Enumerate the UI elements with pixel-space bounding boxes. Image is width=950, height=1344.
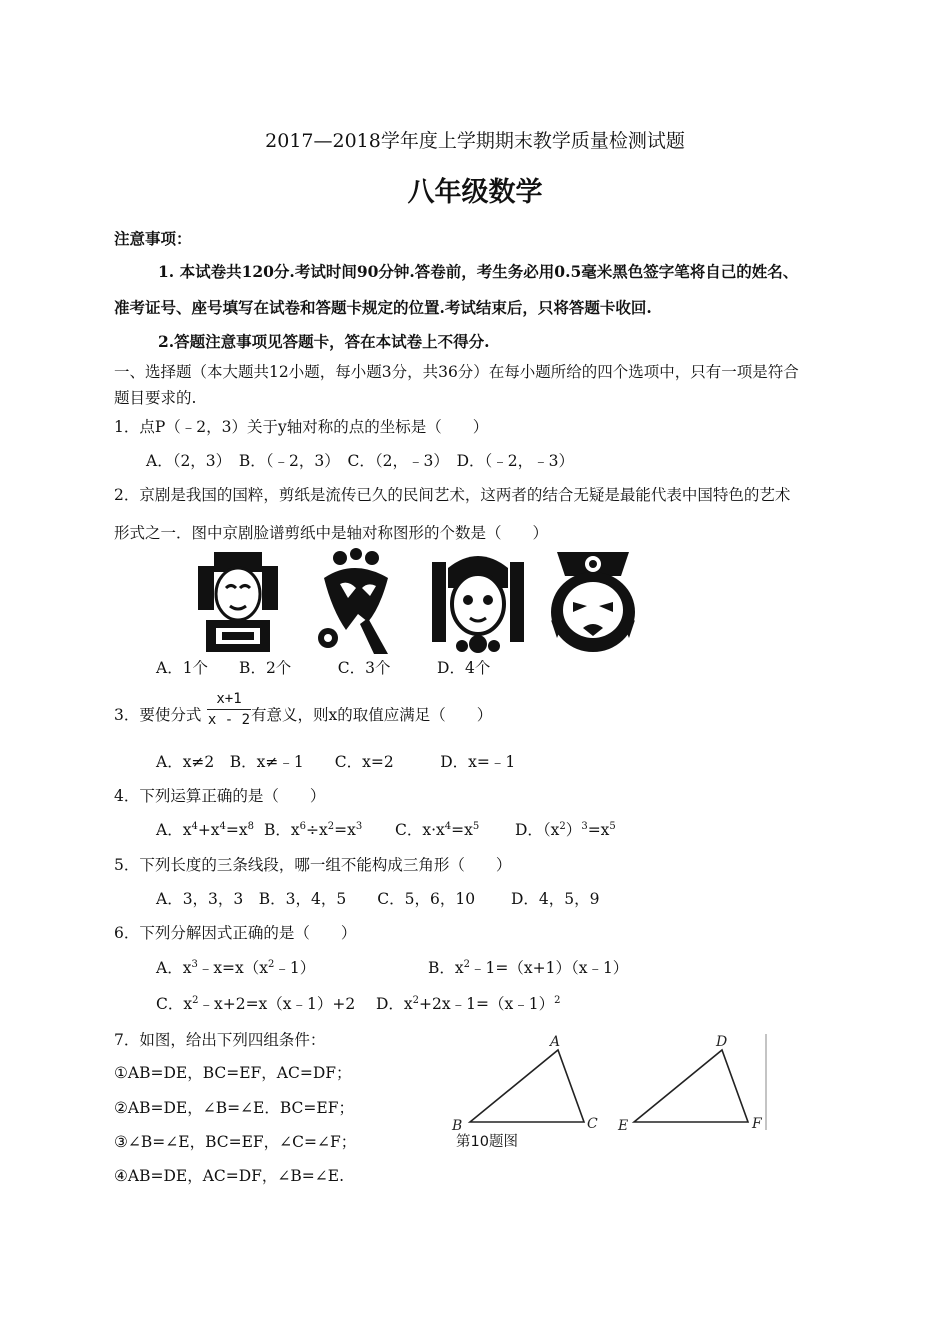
- notice-item1-line1: 1. 本试卷共120分.考试时间90分钟.答卷前，考生务必用0.5毫米黑色签字笔将自己的姓名、: [158, 262, 799, 281]
- q3-stem-before: 3．要使分式: [114, 706, 202, 724]
- q5-options: A．3，3，3 B．3，4，5 C．5，6，10 D．4，5，9: [156, 890, 600, 908]
- q6-stem: 6．下列分解因式正确的是（ ）: [114, 924, 357, 942]
- q4-option-c: C．$x\cdot x^4=x^5$: [395, 821, 480, 839]
- q6-option-a: A．$x^3﹣x=x(x^2﹣1)$: [156, 959, 316, 977]
- opera-mask-image-2: [310, 548, 402, 656]
- label-e: E: [618, 1118, 629, 1134]
- subject-title: 八年级数学: [407, 177, 543, 208]
- q3-fraction-bar: [207, 709, 251, 710]
- q6-option-c: C．$x^2﹣x+2=x(x﹣1)+2$: [156, 995, 356, 1013]
- label-c: C: [587, 1116, 598, 1132]
- q6-option-d: D．$x^2+2x﹣1=(x﹣1)^2$: [376, 995, 561, 1013]
- q4-option-d: D．$(x^2)^3=x^5$: [515, 821, 616, 839]
- q7-condition-2: ②AB=DE，∠B=∠E．BC=EF；: [114, 1099, 354, 1117]
- section1-intro-line2: 题目要求的.: [114, 389, 197, 407]
- label-f: F: [752, 1116, 762, 1132]
- q5-stem: 5．下列长度的三条线段，哪一组不能构成三角形（ ）: [114, 856, 512, 874]
- figure-caption: 第10题图: [456, 1134, 518, 1150]
- q2-stem-line1: 2．京剧是我国的国粹，剪纸是流传已久的民间艺术，这两者的结合无疑是最能代表中国特色的艺术: [114, 486, 791, 504]
- section1-intro-line1: 一、选择题（本大题共12小题，每小题3分，共36分）在每小题所给的四个选项中，只有一项是符合: [114, 363, 799, 381]
- q7-condition-1: ①AB=DE，BC=EF，AC=DF；: [114, 1064, 352, 1082]
- notice-item1-line2: 准考证号、座号填写在试卷和答题卡规定的位置.考试结束后，只将答题卡收回.: [114, 298, 652, 317]
- q7-condition-4: ④AB=DE，AC=DF，∠B=∠E.: [114, 1167, 345, 1185]
- q1-options: A．（2，3） B．（﹣2，3） C．（2，﹣3） D．（﹣2，﹣3）: [146, 452, 575, 470]
- q4-option-a: A．$x^4+x^4=x^8$: [156, 821, 255, 839]
- q6-option-b: B．$x^2﹣1=(x+1)(x﹣1)$: [428, 959, 629, 977]
- q1-stem: 1．点P（﹣2，3）关于y轴对称的点的坐标是（ ）: [114, 418, 489, 436]
- label-d: D: [716, 1034, 728, 1050]
- q2-stem-line2: 形式之一．图中京剧脸谱剪纸中是轴对称图形的个数是（ ）: [114, 524, 549, 542]
- opera-mask-image-1: [192, 548, 284, 656]
- exam-title: 2017—2018学年度上学期期末教学质量检测试题: [265, 130, 685, 152]
- q3-stem-after: 有意义，则x的取值应满足（ ）: [251, 706, 493, 724]
- q3-denominator: x - 2: [207, 712, 251, 728]
- notice-heading: 注意事项：: [114, 229, 192, 248]
- q3-options: A．x≠2 B．x≠﹣1 C．x=2 D．x=﹣1: [156, 753, 516, 771]
- triangle-abc: [470, 1050, 584, 1122]
- q7-condition-3: ③∠B=∠E，BC=EF，∠C=∠F；: [114, 1133, 357, 1151]
- q3-numerator: x+1: [216, 691, 242, 707]
- q2-options: A．1个 B．2个 C．3个 D．4个: [156, 659, 491, 677]
- notice-item2: 2.答题注意事项见答题卡，答在本试卷上不得分.: [158, 332, 490, 351]
- q4-stem: 4．下列运算正确的是（ ）: [114, 787, 326, 805]
- q7-stem: 7．如图，给出下列四组条件：: [114, 1031, 326, 1049]
- label-a: A: [550, 1034, 561, 1050]
- q3-fraction: [207, 690, 251, 729]
- triangles-figure: [448, 1030, 773, 1134]
- opera-mask-image-4: [547, 548, 639, 656]
- label-b: B: [452, 1118, 463, 1134]
- opera-mask-image-3: [432, 548, 524, 656]
- q4-option-b: B．$x^6\div x^2=x^3$: [264, 821, 363, 839]
- triangle-def: [634, 1050, 748, 1122]
